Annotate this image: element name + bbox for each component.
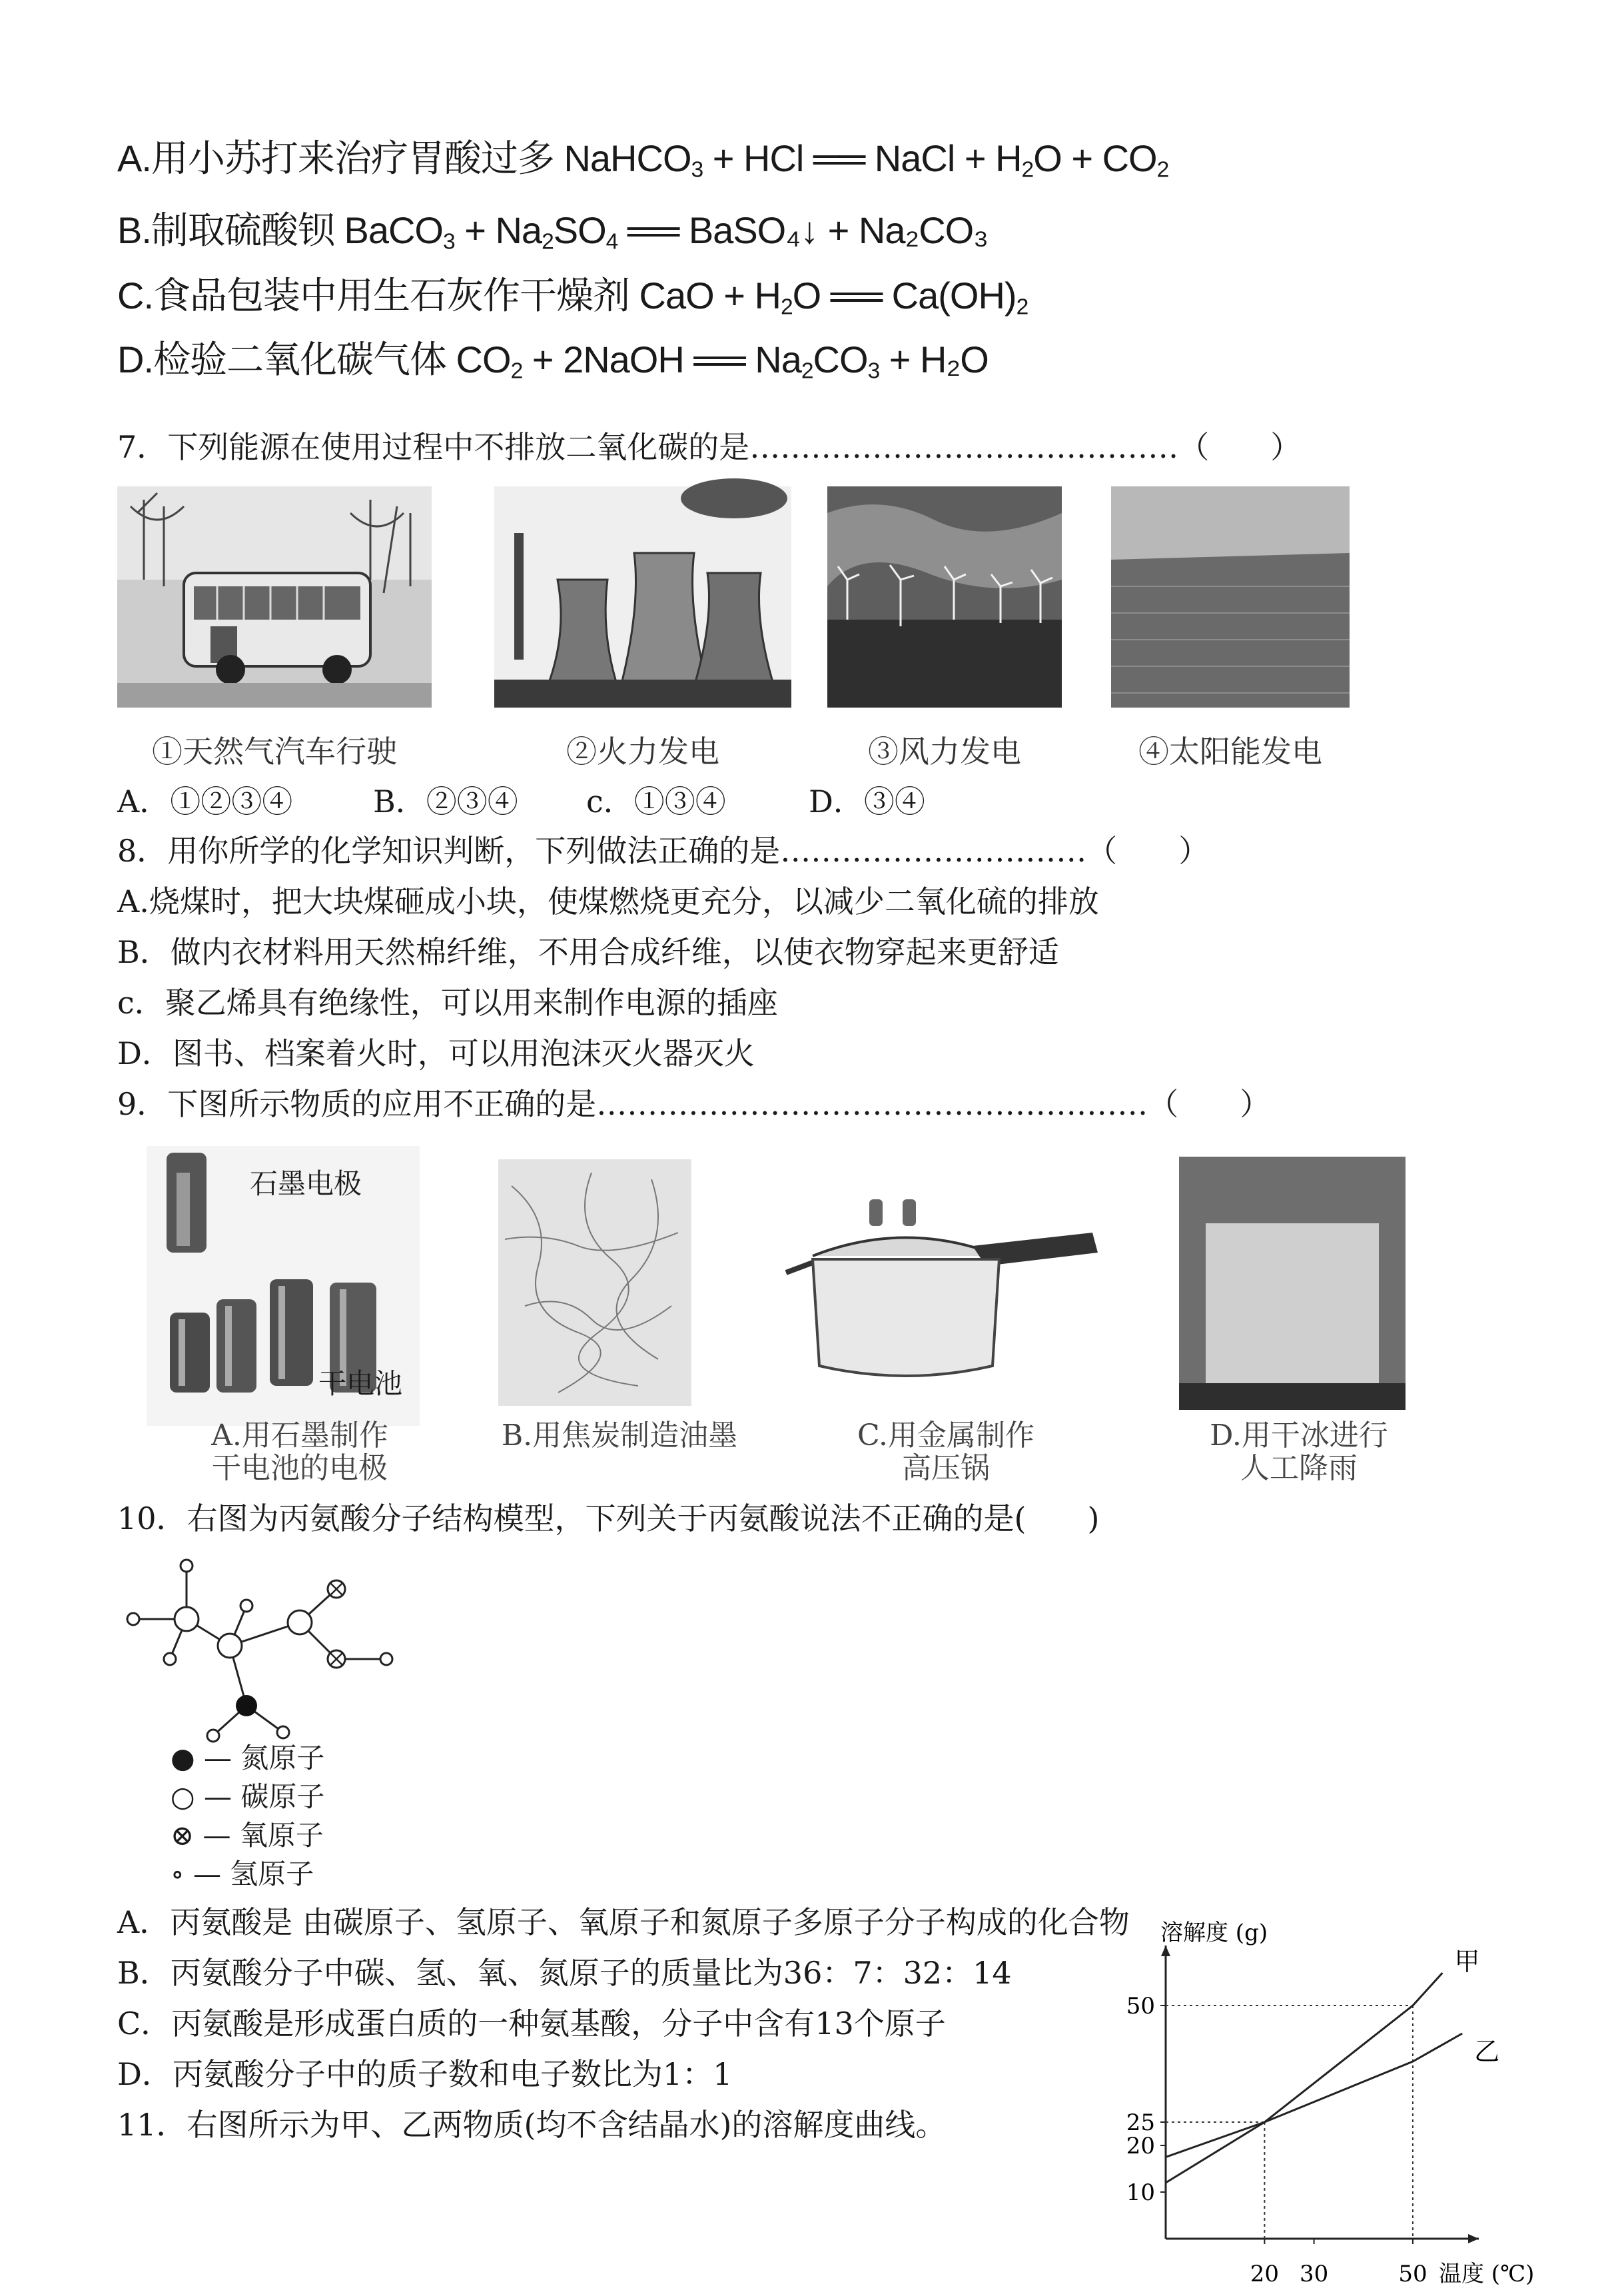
- formula-subscript: 2: [1016, 294, 1028, 320]
- formula-subscript: 3: [867, 358, 880, 384]
- formula-subscript: 3: [442, 229, 455, 255]
- coke-carbon-picture: [498, 1159, 691, 1406]
- dry-battery-label: 干电池: [318, 1367, 403, 1400]
- y-tick-label: 25: [1126, 2109, 1155, 2136]
- y-tick-label: 10: [1126, 2179, 1155, 2206]
- y-axis-arrow: [1161, 1946, 1170, 1956]
- formula-text: O ══ Ca(OH): [792, 275, 1016, 316]
- dry-ice-picture: [1179, 1157, 1406, 1410]
- q9-caption-a-line1: A.用石墨制作: [211, 1419, 388, 1452]
- alanine-molecule-model: [120, 1552, 413, 1739]
- formula-text: + H₂O: [879, 338, 989, 380]
- q8-option-b: B．做内衣材料用天然棉纤维，不用合成纤维，以使衣物穿起来更舒适: [117, 934, 1059, 970]
- q10-option-d: D．丙氨酸分子中的质子数和电子数比为1：1: [117, 2056, 733, 2092]
- graphite-electrode-label: 石墨电极: [250, 1167, 362, 1200]
- legend-nitrogen: ● — 氮原子: [171, 1742, 325, 1774]
- q10-option-c: C．丙氨酸是形成蛋白质的一种氨基酸，分子中含有13个原子: [117, 2006, 946, 2041]
- q10-option-a: A．丙氨酸是 由碳原子、氢原子、氧原子和氮原子多原子分子构成的化合物: [117, 1904, 1130, 1940]
- q8-option-c: c．聚乙烯具有绝缘性，可以用来制作电源的插座: [117, 985, 778, 1021]
- y-tick-label: 20: [1126, 2133, 1155, 2159]
- legend-carbon: ○ — 碳原子: [171, 1780, 325, 1813]
- formula-text: CO: [813, 338, 868, 380]
- solar-power-photo: [1111, 486, 1350, 708]
- q9-caption-b: [480, 1419, 759, 1452]
- legend-oxygen: ⊗ — 氧原子: [171, 1819, 324, 1852]
- q10-stem: 10．右图为丙氨酸分子结构模型，下列关于丙氨酸说法不正确的是( ): [117, 1500, 1100, 1536]
- pressure-cooker-picture: [773, 1193, 1106, 1393]
- q6-option-b: [117, 209, 989, 255]
- formula-subscript: 2: [542, 229, 554, 255]
- formula-subscript: 2: [510, 358, 523, 384]
- series-line-2: [1166, 2033, 1462, 2157]
- formula-subscript: 2: [1156, 157, 1169, 183]
- series-line-1: [1166, 1973, 1442, 2183]
- q7-option-c: c．①③④: [586, 784, 726, 820]
- q8-stem: 8．用你所学的化学知识判断，下列做法正确的是…………………………（ ）: [117, 833, 1210, 869]
- q9-caption-c: [819, 1419, 1072, 1485]
- q7-option-b: B．②③④: [373, 784, 518, 820]
- q8-option-a: A.烧煤时，把大块煤砸成小块，使煤燃烧更充分，以减少二氧化硫的排放: [117, 883, 1099, 919]
- q7-stem: 7．下列能源在使用过程中不排放二氧化碳的是……………………………………（ ）: [117, 429, 1302, 465]
- formula-text: + 2NaOH ══ Na: [522, 338, 801, 380]
- q9-stem: 9．下图所示物质的应用不正确的是………………………………………………（ ）: [117, 1086, 1271, 1122]
- q7-option-a: A．①②③④: [117, 784, 293, 820]
- formula-text: ══ BaSO₄↓ + Na₂CO₃: [617, 209, 989, 251]
- q9-caption-d-line2: 人工降雨: [1240, 1451, 1358, 1486]
- q11-stem: 11．右图所示为甲、乙两物质(均不含结晶水)的溶解度曲线。: [117, 2107, 947, 2143]
- q7-caption-3: ③风力发电: [868, 734, 1021, 770]
- q9-caption-c-line1: C.用金属制作: [857, 1419, 1035, 1452]
- y-tick-label: 50: [1126, 1993, 1155, 2019]
- q7-option-d: D．③④: [809, 784, 925, 820]
- legend-hydrogen: ∘ — 氢原子: [171, 1858, 314, 1890]
- formula-text: SO: [553, 209, 606, 251]
- q7-caption-2: ②火力发电: [566, 734, 719, 770]
- q7-caption-1: ①天然气汽车行驶: [152, 734, 397, 770]
- q10-option-b: B．丙氨酸分子中碳、氢、氧、氮原子的质量比为36：7：32：14: [117, 1955, 1012, 1991]
- q9-caption-d-line1: D.用干冰进行: [1210, 1419, 1388, 1452]
- formula-text: O + CO: [1033, 137, 1157, 179]
- q7-caption-4: ④太阳能发电: [1138, 734, 1322, 770]
- formula-subscript: 4: [606, 229, 618, 255]
- series-label-1: 甲: [1454, 1947, 1480, 1976]
- formula-subscript: 2: [1021, 157, 1034, 183]
- formula-text: + Na: [454, 209, 542, 251]
- natural-gas-bus-photo: [117, 486, 432, 708]
- formula-subscript: 2: [801, 358, 813, 384]
- formula-text: B.制取硫酸钡 BaCO: [117, 209, 443, 251]
- q6-option-a: [117, 137, 1169, 183]
- q6-option-c: [117, 277, 1028, 318]
- formula-text: A.用小苏打来治疗胃酸过多 NaHCO: [117, 137, 691, 179]
- q9-caption-c-line2: 高压锅: [902, 1451, 990, 1486]
- q9-caption-d: [1172, 1419, 1425, 1485]
- series-label-2: 乙: [1474, 2037, 1500, 2066]
- x-tick-label: 30: [1299, 2261, 1329, 2287]
- thermal-power-plant-photo: [494, 486, 791, 708]
- q6-option-d: [117, 338, 989, 384]
- q9-caption-b-line1: B.用焦炭制造油墨: [501, 1419, 738, 1452]
- x-tick-label: 50: [1398, 2261, 1427, 2287]
- formula-text: + HCl ══ NaCl + H: [703, 137, 1022, 179]
- x-tick-label: 20: [1250, 2261, 1280, 2287]
- y-axis-label: 溶解度 (g): [1160, 1920, 1268, 1946]
- x-axis-arrow: [1468, 2234, 1479, 2243]
- formula-subscript: 2: [780, 294, 793, 320]
- solubility-chart: [1092, 1920, 1535, 2296]
- formula-subscript: 3: [691, 157, 703, 183]
- q9-caption-a-line2: 干电池的电极: [212, 1451, 388, 1486]
- formula-text: C.食品包装中用生石灰作干燥剂 CaO + H: [117, 275, 781, 316]
- q8-option-d: D．图书、档案着火时，可以用泡沫灭火器灭火: [117, 1035, 755, 1071]
- x-axis-label: 温度 (℃): [1439, 2261, 1535, 2287]
- q9-caption-a: [160, 1419, 440, 1485]
- wind-power-photo: [827, 486, 1062, 708]
- formula-text: D.检验二氧化碳气体 CO: [117, 338, 511, 380]
